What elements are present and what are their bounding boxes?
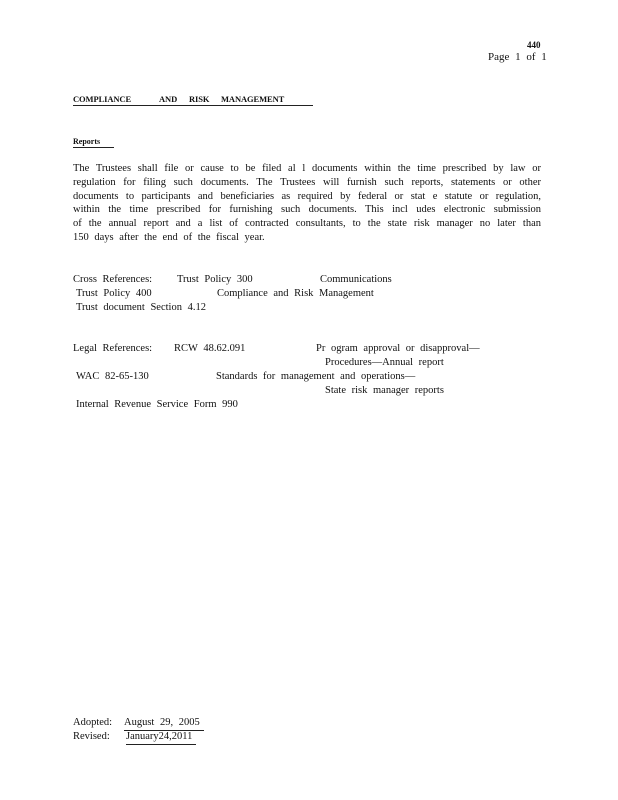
adopted-date: August 29, 2005 <box>124 716 204 731</box>
page-indicator: Page 1 of 1 <box>488 51 547 63</box>
paragraph-line: 150 days after the end of the fiscal year. <box>73 231 265 243</box>
reference-item: Trust document Section 4.12 <box>76 302 206 313</box>
paragraph-line: documents to participants and beneficiaries as required by federal or stat e statute or regulation, <box>73 190 541 202</box>
legal-references <box>73 342 533 412</box>
reference-title: Pr ogram approval or disapproval— <box>316 343 480 354</box>
revised-label: Revised: <box>73 731 110 742</box>
paragraph-line: within the time prescribed for furnishing such documents. This incl udes electronic submission <box>73 204 541 216</box>
paragraph-line: regulation for filing such documents. The Trustees will furnish such reports, statements or other <box>73 176 541 188</box>
adoption-footer <box>73 716 233 744</box>
reference-title: Standards for management and operations— <box>216 371 416 382</box>
subsection-heading: Reports <box>73 137 114 148</box>
reference-title: Compliance and Risk Management <box>217 288 374 299</box>
section-title-word: AND <box>159 94 178 104</box>
reference-title: Communications <box>320 274 392 285</box>
cross-references-label: Cross References: <box>73 274 153 285</box>
reference-title: State risk manager reports <box>325 385 444 396</box>
section-title-word: MANAGEMENT <box>221 94 285 104</box>
reference-item: WAC 82-65-130 <box>76 371 149 382</box>
reference-item: RCW 48.62.091 <box>174 343 246 354</box>
policy-number: 440 <box>527 40 541 50</box>
paragraph-line: The Trustees shall file or cause to be filed al l documents within the time prescribed by law or <box>73 163 541 174</box>
section-title-word: RISK <box>189 94 210 104</box>
legal-references-label: Legal References: <box>73 343 153 354</box>
reference-item: Trust Policy 400 <box>76 288 152 299</box>
cross-references <box>73 273 533 315</box>
reference-item: Internal Revenue Service Form 990 <box>76 399 238 410</box>
section-title <box>73 94 313 106</box>
section-title-word: COMPLIANCE <box>73 94 132 104</box>
reference-item: Trust Policy 300 <box>177 274 253 285</box>
adopted-label: Adopted: <box>73 717 113 728</box>
paragraph-line: of the annual report and a list of contracted consultants, to the state risk manager no later than <box>73 218 541 230</box>
reference-title: Procedures—Annual report <box>325 357 444 368</box>
revised-date: January24,2011 <box>126 730 196 745</box>
policy-paragraph <box>73 162 541 245</box>
